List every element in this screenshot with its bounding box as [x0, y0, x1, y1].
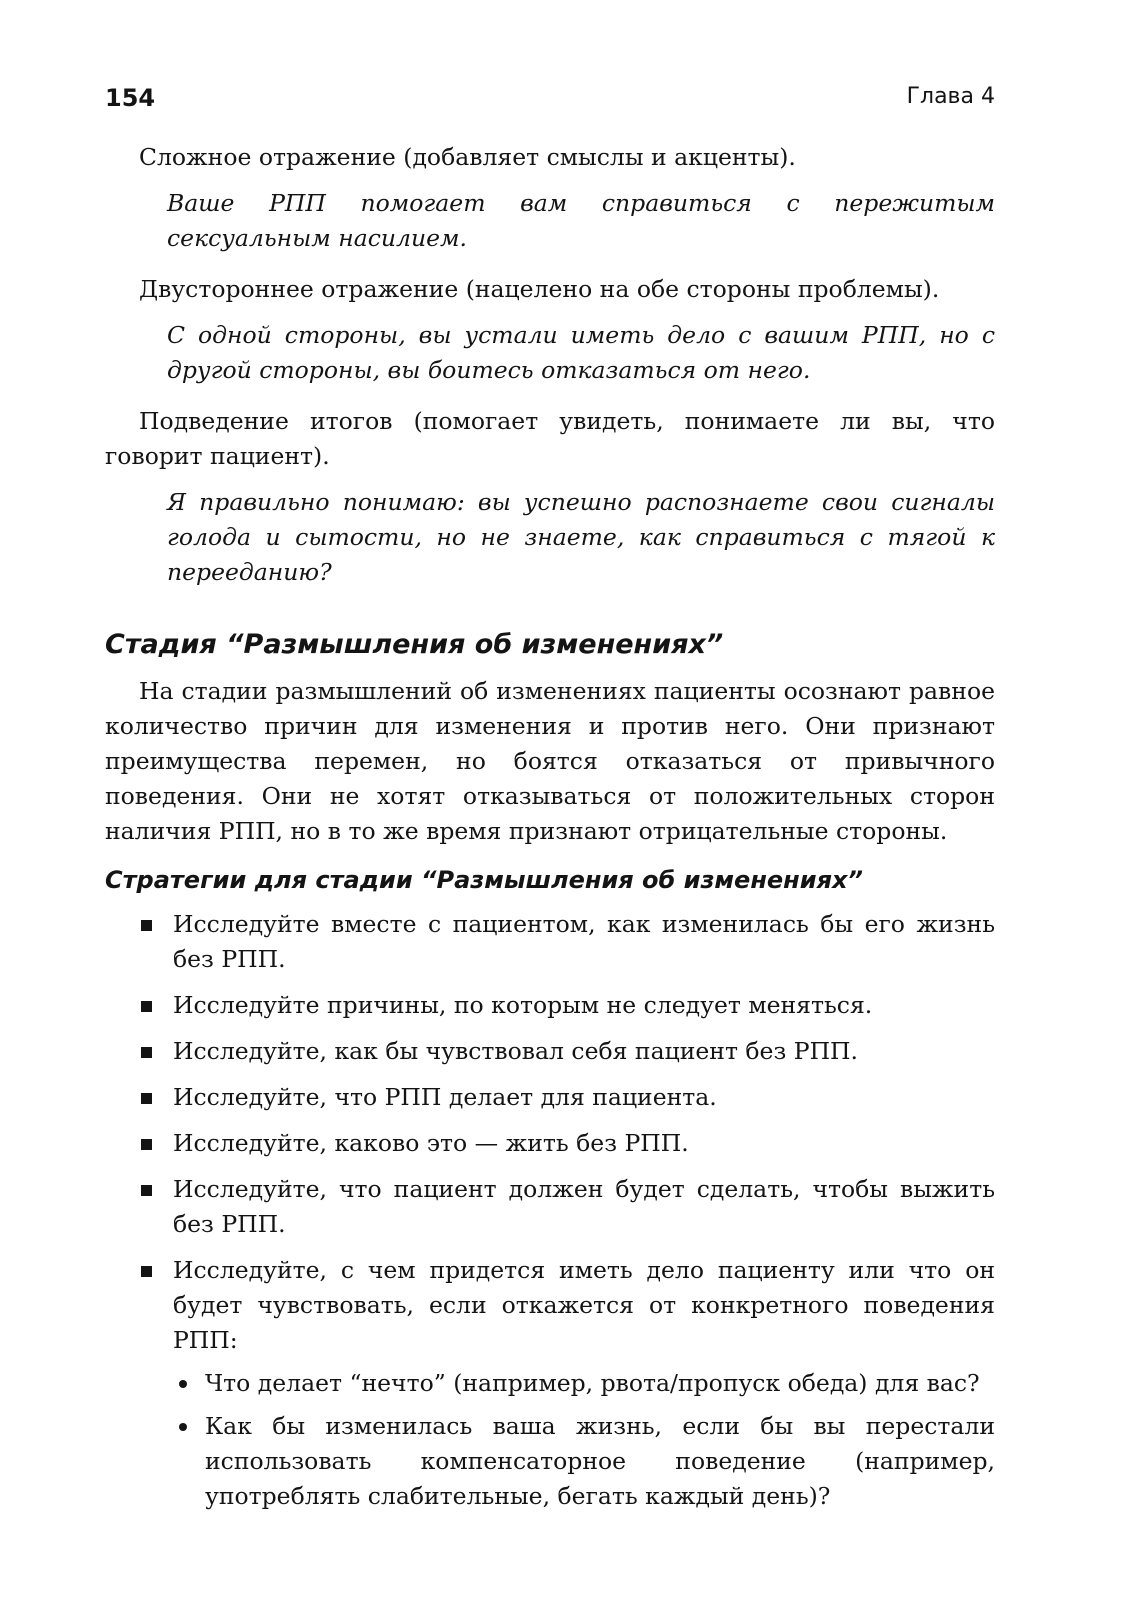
- running-header: [105, 84, 995, 120]
- square-bullet-icon: [141, 1001, 152, 1012]
- section-body: На стадии размышлений об изменениях пациенты осознают равное количество причин для изменения и против него. Они признают преимущества перемен, но боятся отказаться от привычного поведения. Они не хотят отказываться от положительных сторон наличия РПП, но в то же время признают отрицательные стороны.: [105, 677, 995, 845]
- sub-item: [173, 1366, 995, 1401]
- strategy-item: [105, 1080, 995, 1115]
- strategy-item: [105, 1034, 995, 1069]
- reflection-example: Я правильно понимаю: вы успешно распознаете свои сигналы голода и сытости, но не знаете, как справиться с тягой к перееданию?: [167, 488, 995, 586]
- square-bullet-icon: [141, 1047, 152, 1058]
- strategy-text: Исследуйте причины, по которым не следует меняться.: [173, 991, 873, 1019]
- reflection-label: Сложное отражение (добавляет смыслы и акценты).: [139, 143, 796, 171]
- strategy-text: Исследуйте вместе с пациентом, как изменилась бы его жизнь без РПП.: [173, 910, 995, 973]
- strategy-text: Исследуйте, как бы чувствовал себя пациент без РПП.: [173, 1037, 859, 1065]
- section-heading: Стадия “Размышления об изменениях”: [105, 629, 724, 660]
- strategy-text: Исследуйте, что пациент должен будет сделать, чтобы выжить без РПП.: [173, 1175, 995, 1238]
- sub-item-text: Как бы изменилась ваша жизнь, если бы вы перестали использовать компенсаторное поведение (например, употреблять слабительные, бегать каждый день)?: [205, 1412, 995, 1510]
- strategy-item: [105, 1253, 995, 1514]
- square-bullet-icon: [141, 1093, 152, 1104]
- strategy-item: [105, 1126, 995, 1161]
- reflection-label: Двустороннее отражение (нацелено на обе стороны проблемы).: [139, 275, 940, 303]
- sub-item: [173, 1409, 995, 1514]
- strategies-heading: Стратегии для стадии “Размышления об изменениях”: [105, 866, 863, 894]
- strategy-text: Исследуйте, с чем придется иметь дело пациенту или что он будет чувствовать, если откажется от конкретного поведения РПП:: [173, 1256, 995, 1354]
- strategy-item: [105, 1172, 995, 1242]
- square-bullet-icon: [141, 1266, 152, 1277]
- strategy-sub-list: [173, 1366, 995, 1514]
- square-bullet-icon: [141, 1185, 152, 1196]
- reflection-example: Ваше РПП помогает вам справиться с пережитым сексуальным насилием.: [167, 189, 995, 252]
- page-number: 154: [105, 84, 156, 112]
- reflection-label: Подведение итогов (помогает увидеть, понимаете ли вы, что говорит пациент).: [105, 407, 995, 470]
- chapter-label: Глава 4: [906, 84, 995, 109]
- sub-item-text: Что делает “нечто” (например, рвота/пропуск обеда) для вас?: [205, 1369, 980, 1397]
- strategy-item: [105, 988, 995, 1023]
- reflection-example: С одной стороны, вы устали иметь дело с вашим РПП, но с другой стороны, вы боитесь отказаться от него.: [167, 321, 995, 384]
- round-bullet-icon: [179, 1380, 187, 1388]
- strategy-text: Исследуйте, что РПП делает для пациента.: [173, 1083, 717, 1111]
- round-bullet-icon: [179, 1423, 187, 1431]
- square-bullet-icon: [141, 1139, 152, 1150]
- square-bullet-icon: [141, 920, 152, 931]
- strategy-item: [105, 907, 995, 977]
- strategies-list: [105, 907, 995, 1514]
- strategy-text: Исследуйте, каково это — жить без РПП.: [173, 1129, 689, 1157]
- page-content: [105, 140, 995, 1525]
